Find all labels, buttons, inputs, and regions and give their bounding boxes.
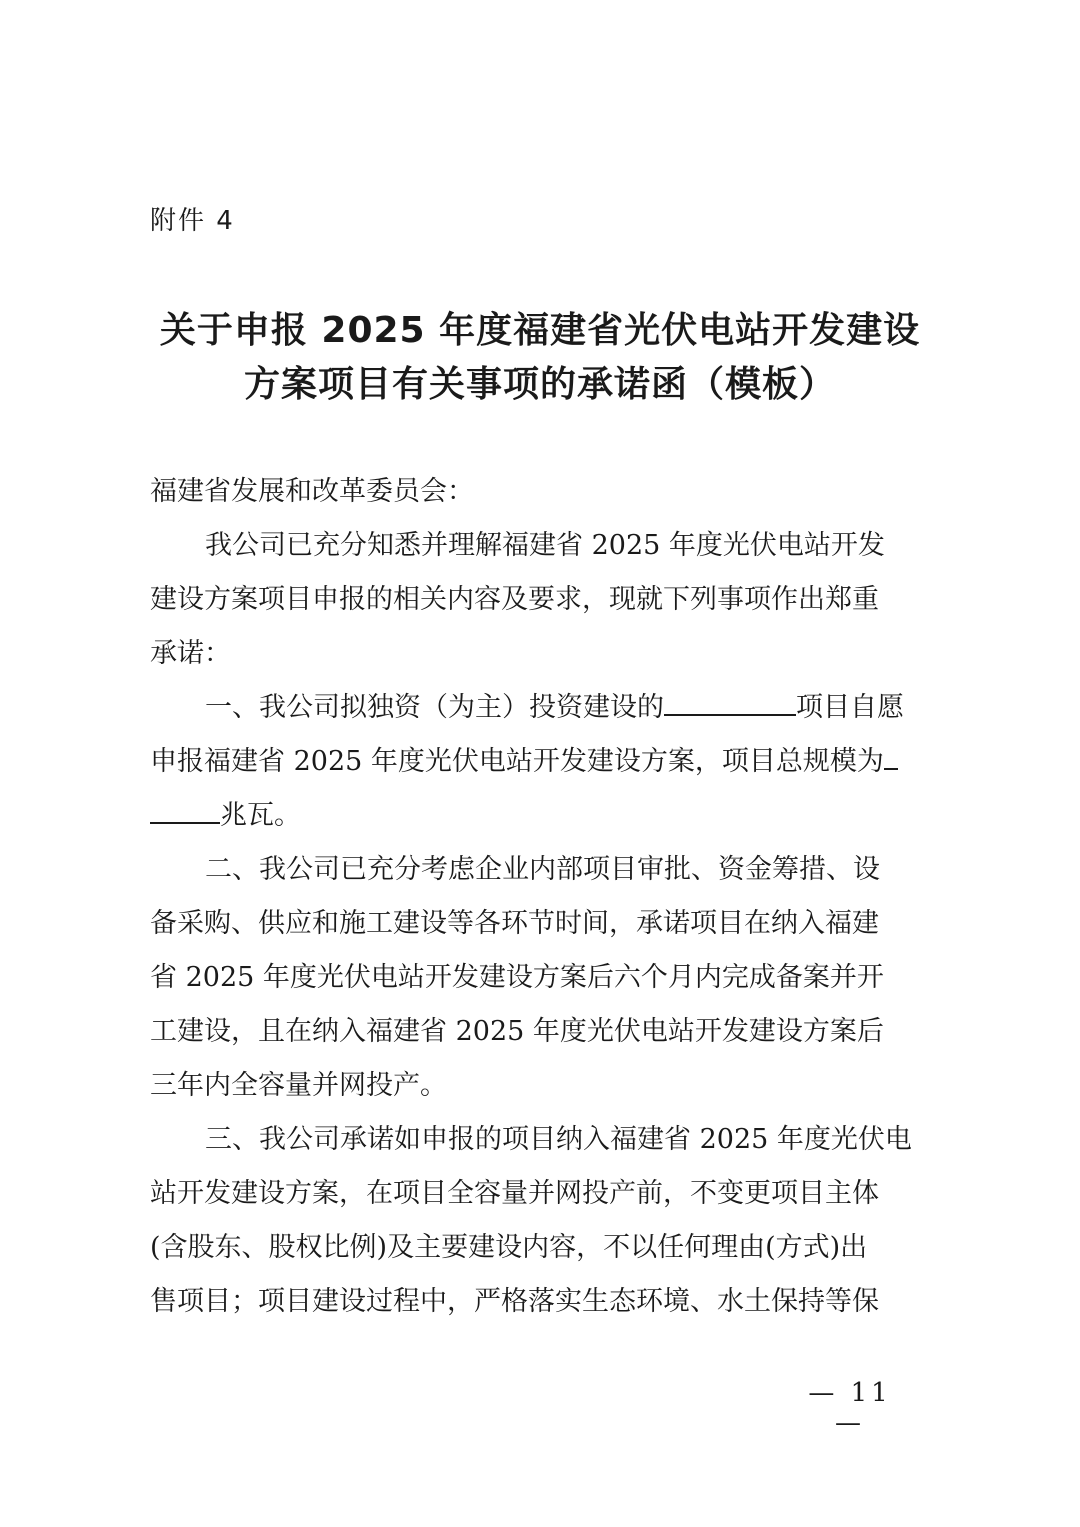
item3-line-3: (含股东、股权比例)及主要建设内容，不以任何理由(方式)出: [150, 1232, 868, 1263]
item3-line-4: 售项目；项目建设过程中，严格落实生态环境、水土保持等保: [150, 1286, 879, 1317]
intro-line-1: 我公司已充分知悉并理解福建省 2025 年度光伏电站开发: [205, 530, 885, 561]
item1-line-3-text: 兆瓦。: [220, 800, 301, 831]
item1-text-before-blank: 一、我公司拟独资（为主）投资建设的: [205, 692, 664, 723]
item3-line-2: 站开发建设方案，在项目全容量并网投产前，不变更项目主体: [150, 1178, 879, 1209]
project-name-blank[interactable]: [664, 688, 796, 716]
item1-line-1: [205, 688, 930, 728]
attachment-label: 附件 4: [150, 206, 235, 236]
intro-line-2: 建设方案项目申报的相关内容及要求，现就下列事项作出郑重: [150, 584, 879, 615]
intro-line-3: 承诺：: [150, 638, 231, 669]
item2-line-2: 备采购、供应和施工建设等各环节时间，承诺项目在纳入福建: [150, 908, 879, 939]
item1-text-after-blank: 项目自愿: [796, 692, 904, 723]
item1-line-2-text: 申报福建省 2025 年度光伏电站开发建设方案，项目总规模为: [150, 746, 884, 777]
scale-blank[interactable]: [150, 796, 220, 824]
page-number: — 11 —: [808, 1378, 892, 1438]
item2-line-3: 省 2025 年度光伏电站开发建设方案后六个月内完成备案并开: [150, 962, 884, 993]
item1-line-3: [150, 796, 930, 836]
item3-line-1: 三、我公司承诺如申报的项目纳入福建省 2025 年度光伏电: [205, 1124, 912, 1155]
item2-line-4: 工建设，且在纳入福建省 2025 年度光伏电站开发建设方案后: [150, 1016, 884, 1047]
document-title-line-2: 方案项目有关事项的承诺函（模板）: [243, 364, 836, 405]
item1-line-2: [150, 742, 930, 782]
salutation: 福建省发展和改革委员会：: [150, 476, 474, 507]
document-title-line-1: 关于申报 2025 年度福建省光伏电站开发建设: [159, 310, 921, 351]
item2-line-1: 二、我公司已充分考虑企业内部项目审批、资金筹措、设: [205, 854, 880, 885]
scale-blank-start[interactable]: [884, 742, 898, 770]
item2-line-5: 三年内全容量并网投产。: [150, 1070, 447, 1101]
